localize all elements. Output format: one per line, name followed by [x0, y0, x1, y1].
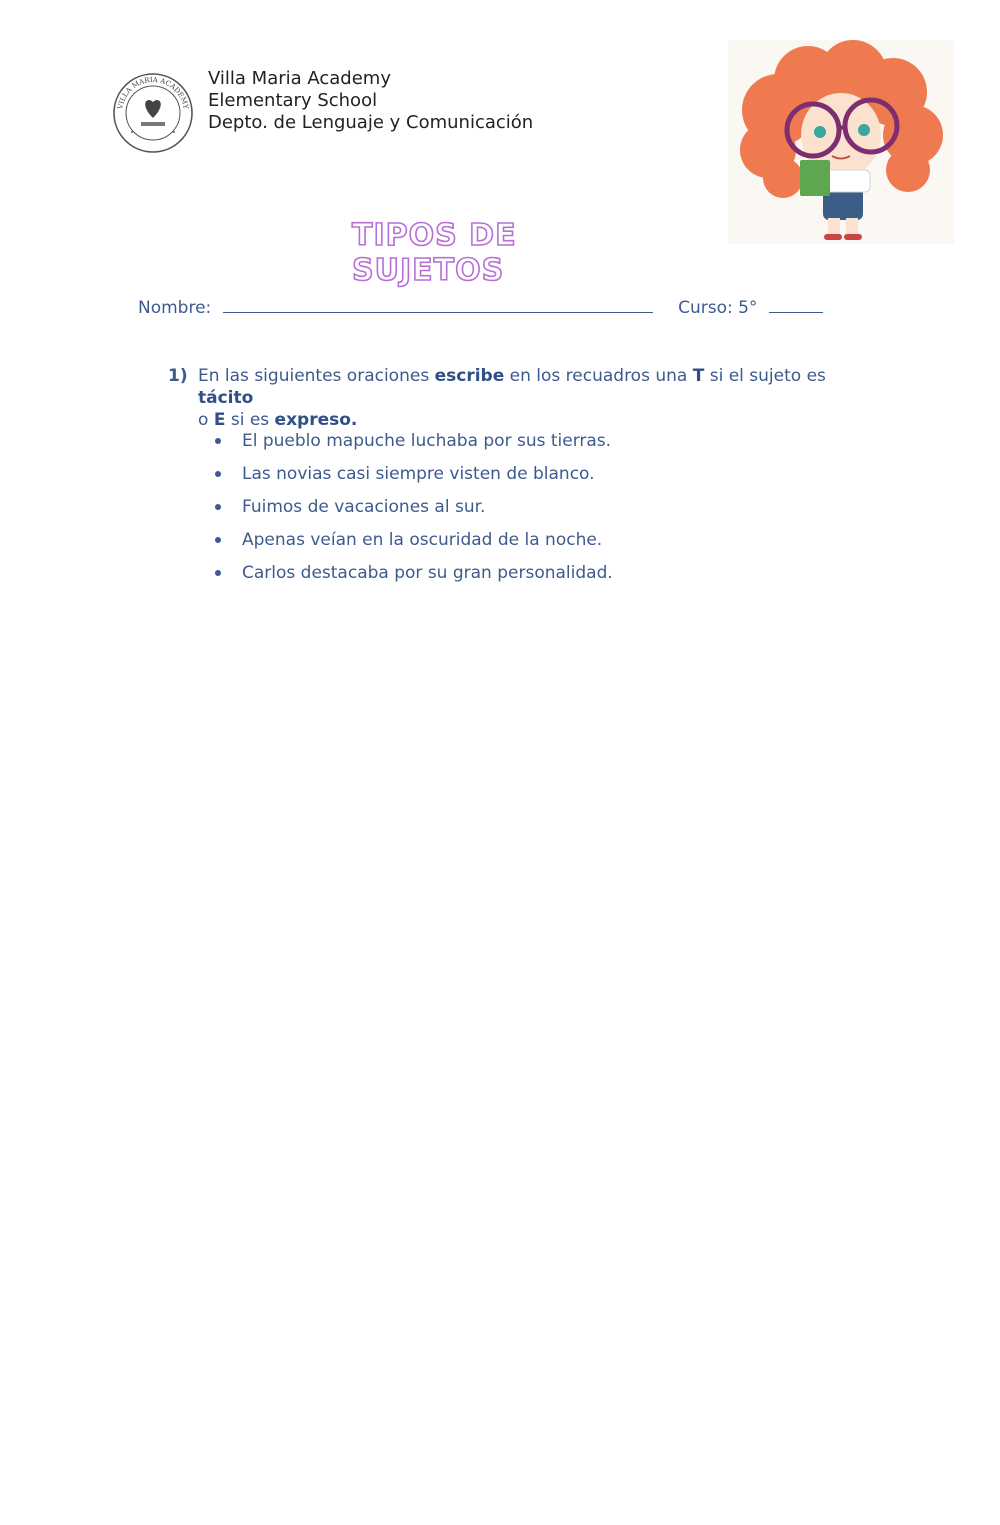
school-department: Depto. de Lenguaje y Comunicación [208, 112, 534, 133]
instr-bold: E [213, 410, 226, 430]
instr-part: En las siguientes oraciones [198, 366, 435, 386]
instr-bold: tácito [198, 388, 254, 408]
list-item [212, 494, 613, 527]
bullet-icon [215, 471, 221, 477]
instr-part: en los recuadros una [504, 366, 693, 386]
list-item [212, 527, 613, 560]
svg-text:VILLA MARIA ACADEMY: VILLA MARIA ACADEMY [116, 75, 190, 110]
instr-part: si es [225, 410, 275, 430]
instr-bold: T [692, 366, 705, 386]
bullet-icon [215, 504, 221, 510]
list-item [212, 428, 613, 461]
sentence-text: Fuimos de vacaciones al sur. [242, 497, 486, 517]
question-number: 1) [168, 366, 188, 386]
instr-part: o [198, 410, 214, 430]
bullet-icon [215, 570, 221, 576]
curso-label: Curso: 5° [678, 298, 758, 318]
school-name: Villa Maria Academy [208, 68, 391, 89]
nombre-blank[interactable] [223, 298, 653, 313]
question-1 [168, 365, 868, 431]
sentence-text: Apenas veían en la oscuridad de la noche. [242, 530, 603, 550]
nombre-label: Nombre: [138, 298, 212, 318]
school-level: Elementary School [208, 90, 378, 111]
sentence-list [212, 428, 613, 593]
list-item [212, 461, 613, 494]
sentence-text: Las novias casi siempre visten de blanco. [242, 464, 595, 484]
school-info [208, 68, 533, 134]
curso-blank[interactable] [769, 298, 823, 313]
sentence-text: El pueblo mapuche luchaba por sus tierras. [242, 431, 612, 451]
worksheet-title: TIPOS DE SUJETOS [352, 218, 517, 288]
bullet-icon [215, 537, 221, 543]
list-item [212, 560, 613, 593]
sentence-text: Carlos destacaba por su gran personalidad. [242, 563, 613, 583]
instr-bold: expreso. [274, 410, 358, 430]
instr-bold: escribe [434, 366, 505, 386]
school-seal-icon [112, 72, 194, 154]
instr-part: si el sujeto es [704, 366, 826, 386]
student-info-line [138, 298, 823, 318]
girl-with-glasses-illustration [728, 40, 954, 244]
bullet-icon [215, 438, 221, 444]
question-instructions [198, 365, 868, 431]
